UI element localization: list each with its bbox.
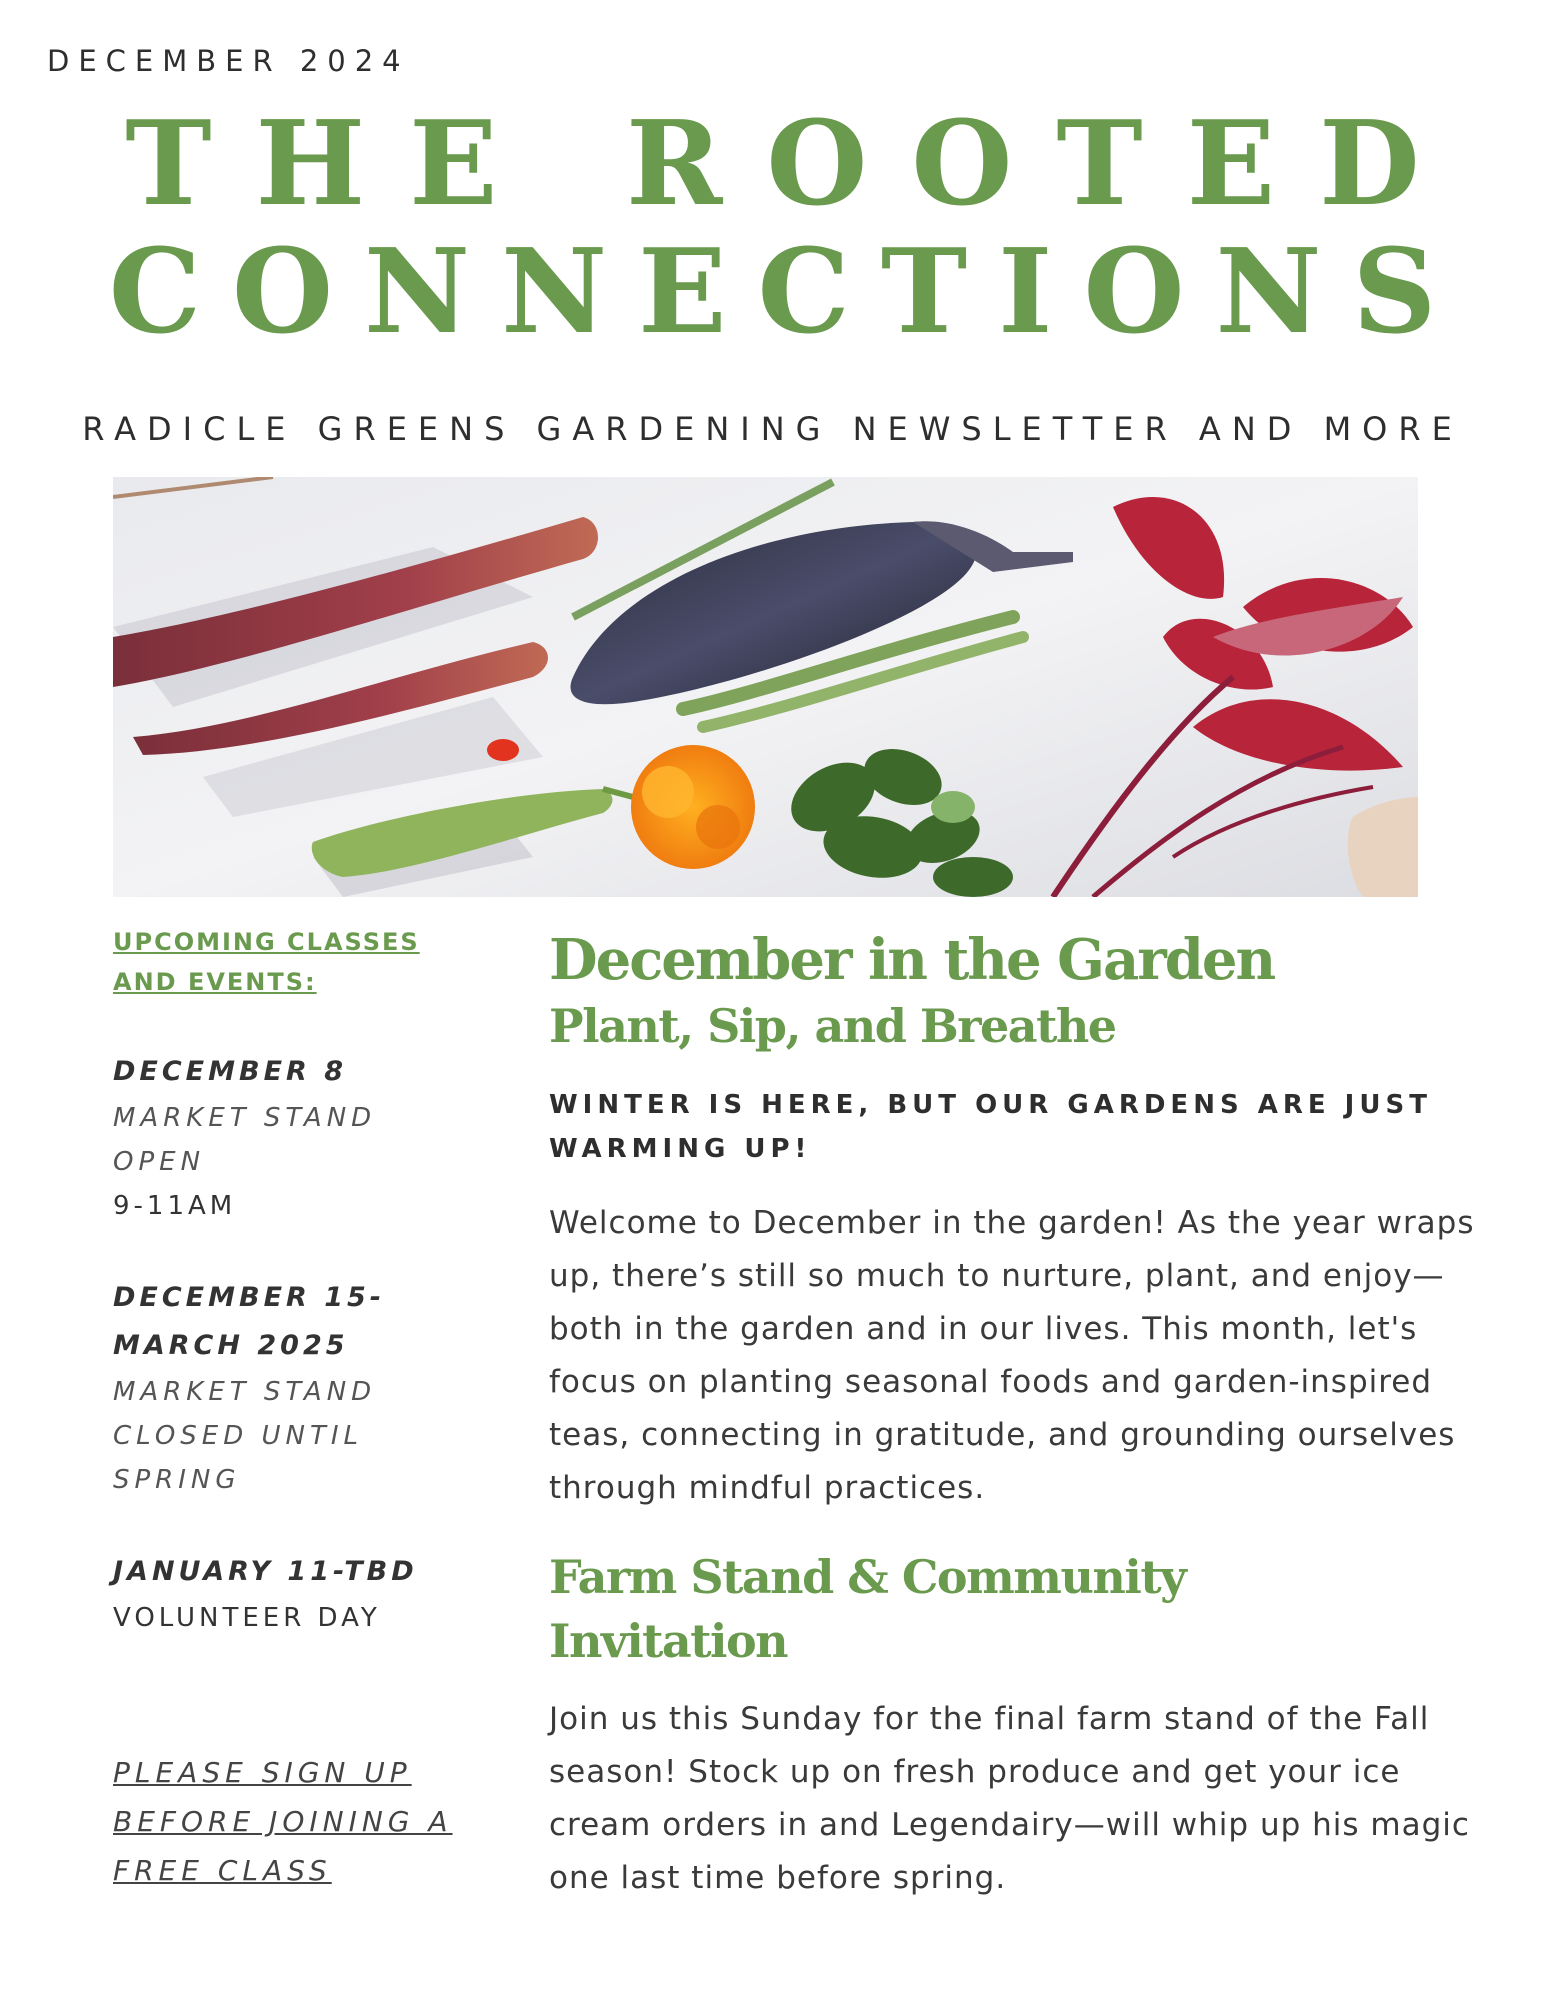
signup-link[interactable]: PLEASE SIGN UP BEFORE JOINING A FREE CLASS: [113, 1756, 453, 1887]
event-time: 9-11AM: [113, 1191, 237, 1221]
event-description: MARKET STAND OPEN: [113, 1103, 377, 1177]
event-date: DECEMBER 8: [113, 1056, 347, 1087]
event-description: VOLUNTEER DAY: [113, 1603, 381, 1633]
events-sidebar: [113, 922, 493, 1640]
title-line-1: THE ROOTED: [125, 96, 1464, 232]
event-date: DECEMBER 15-MARCH 2025: [113, 1282, 385, 1361]
harvest-photo: [113, 477, 1418, 897]
article-heading: December in the Garden: [549, 927, 1275, 993]
event-description: MARKET STAND CLOSED UNTIL SPRING: [113, 1377, 377, 1495]
newsletter-title: [0, 96, 1545, 360]
section-heading: Farm Stand & Community Invitation: [549, 1550, 1186, 1668]
event-item: [113, 1274, 493, 1502]
event-date: JANUARY 11-TBD: [113, 1556, 418, 1587]
main-article: [549, 925, 1509, 1905]
newsletter-subtitle: RADICLE GREENS GARDENING NEWSLETTER AND MORE: [82, 410, 1463, 448]
issue-date: DECEMBER 2024: [47, 44, 410, 78]
harvest-photo-illustration: [113, 477, 1418, 897]
article-subheading: Plant, Sip, and Breathe: [549, 999, 1116, 1053]
title-line-2: CONNECTIONS: [108, 224, 1468, 360]
events-heading: UPCOMING CLASSES AND EVENTS:: [113, 928, 420, 996]
section-body: Join us this Sunday for the final farm stand of the Fall season! Stock up on fresh produce and get your ice cream orders in and Legendairy—will whip up his magic one last time before spring.: [549, 1701, 1470, 1896]
article-intro: Welcome to December in the garden! As the year wraps up, there’s still so much to nurture, plant, and enjoy—both in the garden and in our lives. This month, let's focus on planting seasonal foods and garden-inspired teas, connecting in gratitude, and grounding ourselves through mindful practices.: [549, 1205, 1475, 1506]
event-item: [113, 1048, 493, 1228]
article-kicker: WINTER IS HERE, BUT OUR GARDENS ARE JUST WARMING UP!: [549, 1090, 1432, 1164]
event-item: [113, 1548, 493, 1640]
